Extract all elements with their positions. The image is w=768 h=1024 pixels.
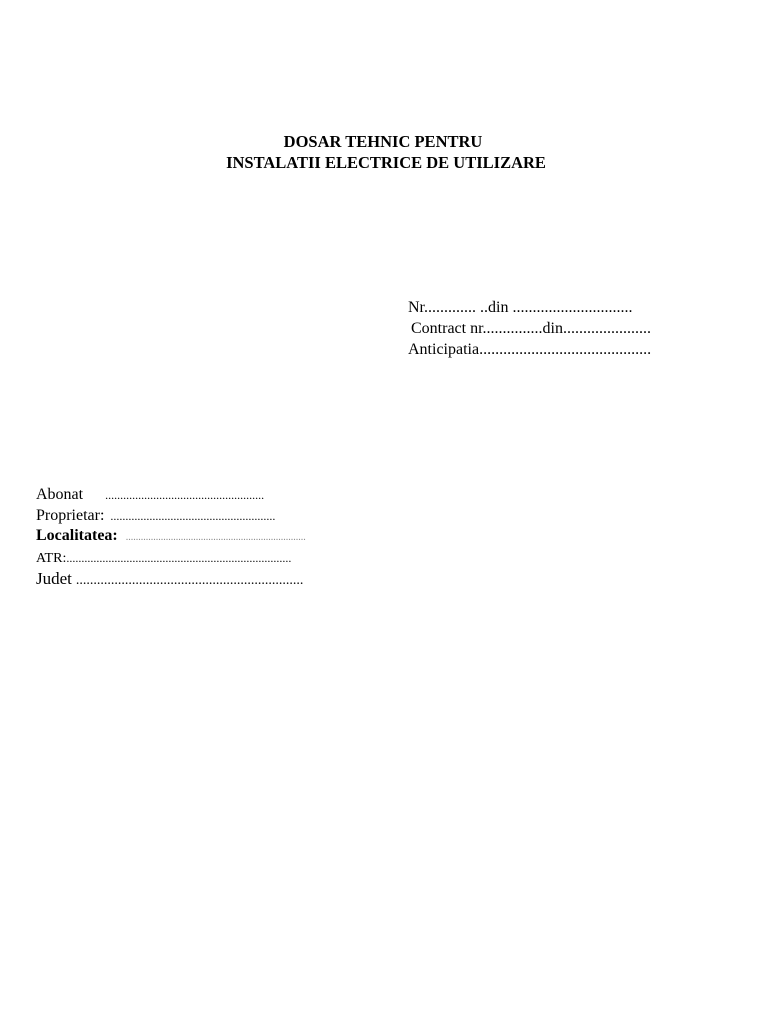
localitatea-field: ........................................................................: [125, 532, 306, 543]
parties-block: [36, 485, 306, 592]
judet-label: Judet: [36, 568, 72, 588]
proprietar-field: .......................................................: [110, 508, 276, 523]
atr-line: [36, 549, 306, 568]
nr-line: Nr............. ..din ..............................: [408, 299, 633, 316]
reference-block: [408, 297, 651, 360]
judet-field: .................................................................: [75, 572, 304, 588]
atr-field: ...........................................................................: [66, 550, 292, 565]
abonat-line: [36, 485, 306, 506]
localitatea-label: Localitatea:: [36, 527, 118, 544]
title-line-2: INSTALATII ELECTRICE DE UTILIZARE: [226, 153, 546, 172]
document-title: [0, 131, 768, 173]
abonat-label: Abonat: [36, 486, 84, 503]
proprietar-line: [36, 506, 306, 527]
contract-line: Contract nr...............din......................: [411, 320, 651, 337]
anticipatia-line: Anticipatia...........................................: [408, 341, 652, 358]
atr-label: ATR:: [36, 550, 67, 566]
abonat-field: .....................................................: [105, 488, 265, 502]
proprietar-label: Proprietar:: [36, 506, 105, 524]
title-line-1: DOSAR TEHNIC PENTRU: [283, 132, 483, 151]
localitatea-line: [36, 526, 306, 549]
judet-line: [36, 568, 306, 592]
